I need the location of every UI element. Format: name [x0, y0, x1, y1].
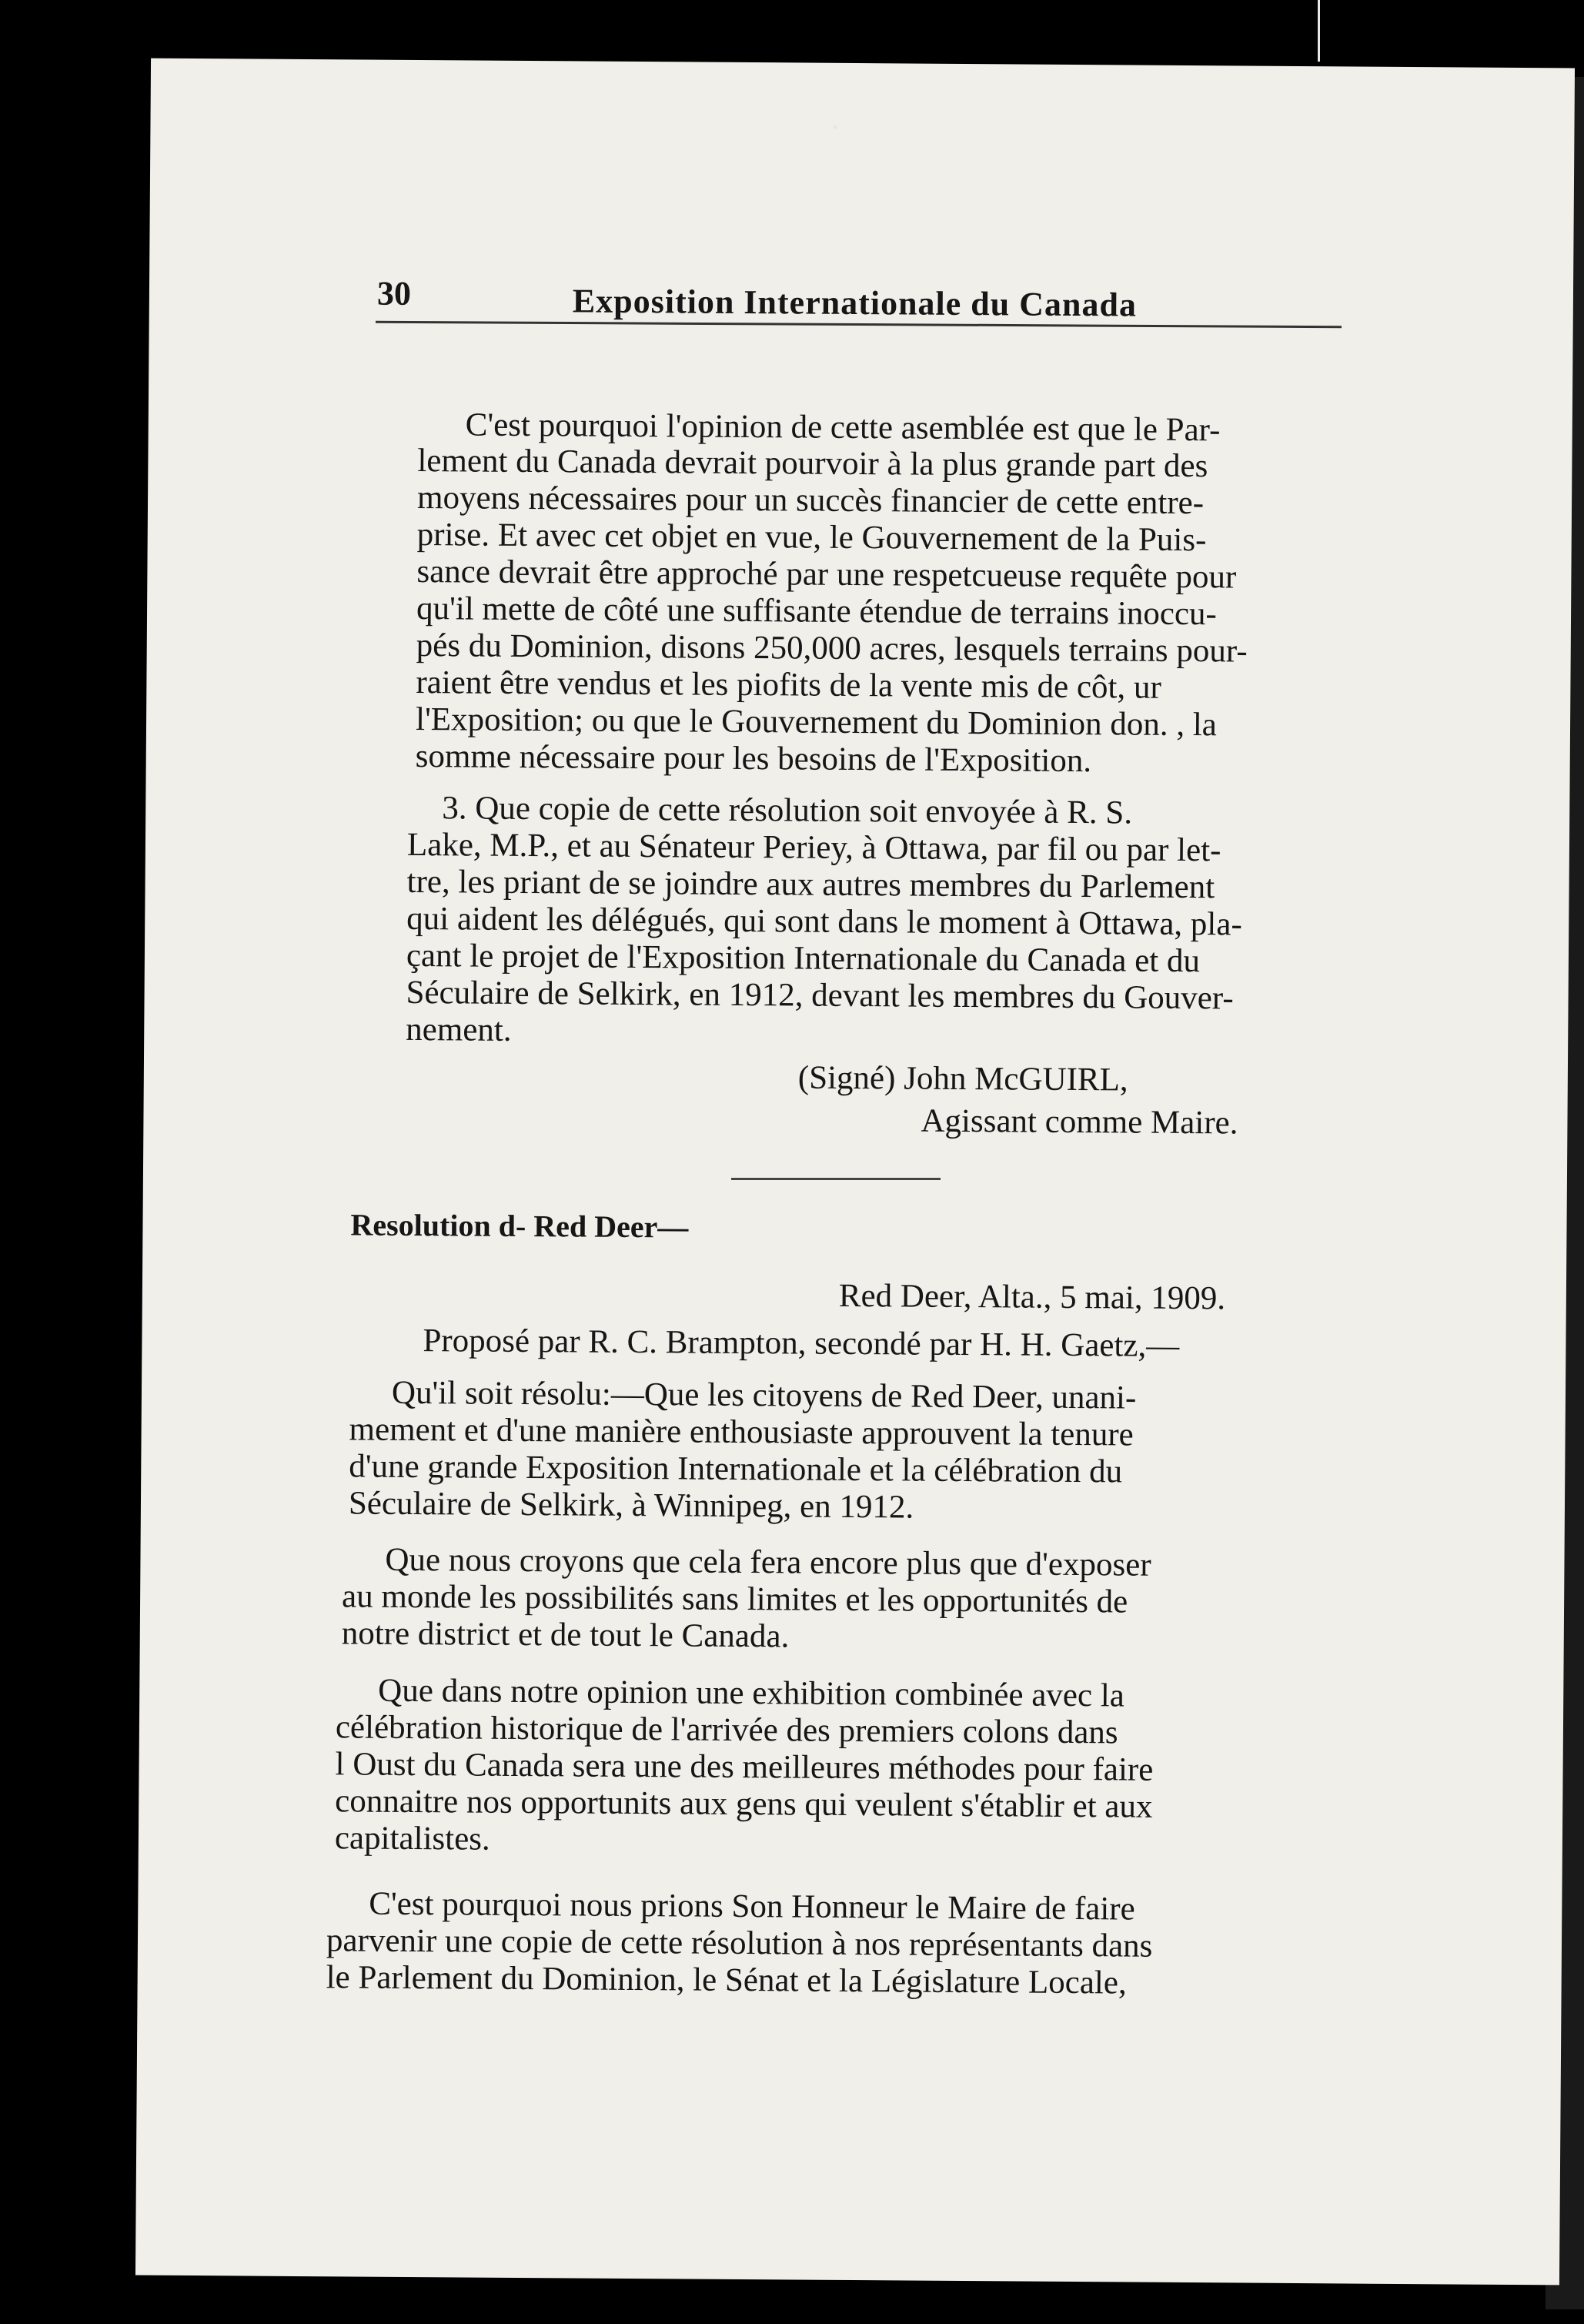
- para4-line2: au monde les possibilités sans limites et les opportunités de: [341, 1578, 1128, 1620]
- para5-line1: Que dans notre opinion une exhibition combinée avec la: [378, 1672, 1125, 1714]
- para1-line7: pés du Dominion, disons 250,000 acres, lesquels terrains pour-: [416, 627, 1248, 670]
- para2-line3: tre, les priant de se joindre aux autres membres du Parlement: [406, 863, 1215, 906]
- para6-line3: le Parlement du Dominion, le Sénat et la Législature Locale,: [326, 1959, 1127, 2001]
- running-head: Exposition Internationale du Canada: [572, 282, 1138, 324]
- para1-line6: qu'il mette de côté une suffisante étendue de terrains inoccu-: [416, 590, 1217, 633]
- signature-name: (Signé) John McGUIRL,: [797, 1059, 1128, 1098]
- section-divider: [731, 1178, 941, 1180]
- page-number: 30: [376, 274, 412, 313]
- para4-line3: notre district et de tout le Canada.: [341, 1615, 790, 1655]
- para2-line6: Séculaire de Selkirk, en 1912, devant les membres du Gouver-: [406, 974, 1234, 1017]
- para1-line5: sance devrait être approché par une respetcueuse requête pour: [416, 553, 1237, 596]
- para2-line1: 3. Que copie de cette résolution soit envoyée à R. S.: [442, 790, 1133, 831]
- para4-line1: Que nous croyons que cela fera encore plus que d'exposer: [385, 1541, 1151, 1583]
- document-page: [135, 59, 1575, 2286]
- para1-line10: somme nécessaire pour les besoins de l'Exposition.: [415, 737, 1092, 780]
- para2-line2: Lake, M.P., et au Sénateur Periey, à Ottawa, par fil ou par let-: [406, 826, 1221, 869]
- para6-line2: parvenir une copie de cette résolution à nos représentants dans: [326, 1922, 1153, 1965]
- scan-artifact-dot: [833, 125, 837, 129]
- para1-line1: C'est pourquoi l'opinion de cette asemblée est que le Par-: [465, 406, 1221, 449]
- para2-line5: çant le projet de l'Exposition Internationale du Canada et du: [406, 937, 1201, 980]
- para3-line4: Séculaire de Selkirk, à Winnipeg, en 1912.: [348, 1485, 914, 1526]
- para3-line2: mement et d'une manière enthousiaste approuvent la tenure: [349, 1411, 1134, 1453]
- para1-line4: prise. Et avec cet objet en vue, le Gouvernement de la Puis-: [416, 517, 1207, 559]
- para5-line4: connaitre nos opportunits aux gens qui veulent s'établir et aux: [335, 1783, 1153, 1825]
- para3-line1: Qu'il soit résolu:—Que les citoyens de Red Deer, unani-: [391, 1374, 1137, 1416]
- proposer-line: Proposé par R. C. Brampton, secondé par H. H. Gaetz,—: [423, 1323, 1180, 1364]
- para1-line8: raient être vendus et les piofits de la vente mis de côt, ur: [416, 664, 1161, 706]
- para1-line9: l'Exposition; ou que le Gouvernement du Dominion don. , la: [415, 701, 1218, 744]
- para2-line7: nement.: [406, 1011, 512, 1048]
- para1-line3: moyens nécessaires pour un succès financier de cette entre-: [416, 480, 1205, 522]
- scan-artifact-line: [1318, 0, 1320, 62]
- para1-line2: lement du Canada devrait pourvoir à la plus grande part des: [417, 443, 1208, 485]
- para2-line4: qui aident les délégués, qui sont dans le moment à Ottawa, pla-: [406, 900, 1242, 943]
- para5-line5: capitalistes.: [334, 1820, 490, 1858]
- signature-title: Agissant comme Maire.: [921, 1102, 1238, 1142]
- para6-line1: C'est pourquoi nous prions Son Honneur le Maire de faire: [369, 1885, 1135, 1928]
- dateline: Red Deer, Alta., 5 mai, 1909.: [838, 1277, 1226, 1317]
- para5-line2: célébration historique de l'arrivée des premiers colons dans: [335, 1709, 1118, 1751]
- section-heading: Resolution d- Red Deer—: [350, 1207, 689, 1245]
- para3-line3: d'une grande Exposition Internationale et la célébration du: [349, 1448, 1123, 1490]
- para5-line3: l Oust du Canada sera une des meilleures méthodes pour faire: [335, 1746, 1154, 1788]
